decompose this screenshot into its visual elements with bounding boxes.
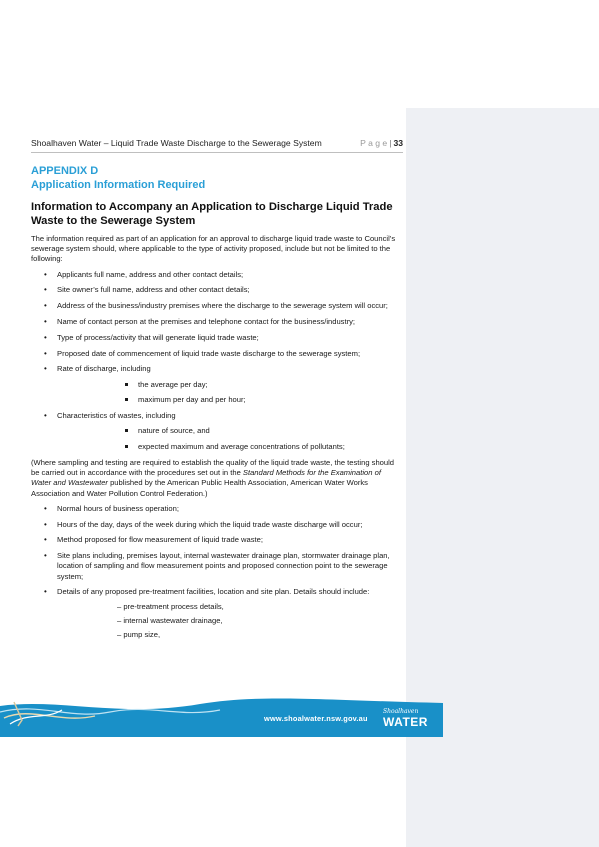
bullet-icon: • xyxy=(44,551,47,561)
appendix-label: APPENDIX D xyxy=(31,165,99,177)
list-item-text: Hours of the day, days of the week during which the liquid trade waste discharge will occur; xyxy=(57,519,363,529)
requirements-list-continued xyxy=(31,504,401,640)
list-item xyxy=(31,504,401,514)
page-label: P a g e xyxy=(360,138,388,148)
list-item xyxy=(31,587,401,640)
sublist-item xyxy=(57,380,401,390)
list-item xyxy=(31,333,401,343)
page-footer xyxy=(0,690,443,737)
list-item xyxy=(31,551,401,582)
bullet-icon: • xyxy=(44,364,47,374)
sublist-item xyxy=(57,395,401,405)
page-separator: | xyxy=(389,138,392,148)
sublist-item-text: expected maximum and average concentrations of pollutants; xyxy=(138,442,345,452)
bullet-icon: • xyxy=(44,348,47,358)
dash-item: – internal wastewater drainage, xyxy=(117,615,223,625)
footer-wave-graphic xyxy=(0,690,443,737)
rate-sublist xyxy=(57,380,401,406)
list-item xyxy=(31,349,401,359)
list-item xyxy=(31,364,401,405)
logo-wordmark-top: Shoalhaven xyxy=(383,708,419,715)
sublist-item-text: the average per day; xyxy=(138,379,208,389)
list-item-text: Normal hours of business operation; xyxy=(57,503,179,513)
footer-website-link[interactable]: www.shoalwater.nsw.gov.au xyxy=(264,714,368,723)
bullet-icon: • xyxy=(44,503,47,513)
list-item-text: Characteristics of wastes, including xyxy=(57,411,176,421)
note-standard-title: Standard Methods for the Examination of Water and Wastewater xyxy=(31,468,381,488)
list-item xyxy=(31,520,401,530)
sublist-item xyxy=(57,442,401,452)
list-item xyxy=(31,285,401,295)
list-item xyxy=(31,270,401,280)
list-item xyxy=(31,535,401,545)
list-item-text: Address of the business/industry premises where the discharge to the sewerage system will occur; xyxy=(57,301,388,311)
bullet-icon: • xyxy=(44,301,47,311)
bullet-icon: • xyxy=(44,411,47,421)
bullet-icon: • xyxy=(44,269,47,279)
list-item xyxy=(31,411,401,452)
header-title: Shoalhaven Water – Liquid Trade Waste Discharge to the Sewerage System xyxy=(31,138,322,148)
list-item xyxy=(31,317,401,327)
list-item-text: Details of any proposed pre-treatment facilities, location and site plan. Details should include: xyxy=(57,587,370,597)
characteristics-sublist xyxy=(57,426,401,452)
list-item-text: Applicants full name, address and other contact details; xyxy=(57,269,244,279)
list-item-text: Site plans including, premises layout, internal wastewater drainage plan, stormwater drainage plan, location of sampling and flow measurement points and proposed connection point to the sewerage system; xyxy=(57,551,390,581)
square-bullet-icon xyxy=(125,398,128,401)
pretreatment-details-list xyxy=(57,602,401,641)
dash-item: – pre-treatment process details, xyxy=(117,601,224,611)
square-bullet-icon xyxy=(125,383,128,386)
sublist-item-text: nature of source, and xyxy=(138,426,210,436)
intro-paragraph: The information required as part of an application for an approval to discharge liquid trade waste to Council’s sewerage system should, where applicable to the type of activity proposed, include but not be limited to the following: xyxy=(31,234,396,264)
bullet-icon: • xyxy=(44,317,47,326)
water-logo: WATER xyxy=(383,715,428,729)
list-item xyxy=(31,301,401,311)
square-bullet-icon xyxy=(125,429,128,432)
sampling-note xyxy=(31,458,401,499)
requirements-list xyxy=(31,270,401,453)
dash-item: – pump size, xyxy=(117,630,161,639)
sublist-item-text: maximum per day and per hour; xyxy=(138,395,246,405)
sublist-item xyxy=(57,426,401,436)
main-content xyxy=(31,164,401,646)
list-item-text: Type of process/activity that will generate liquid trade waste; xyxy=(57,332,259,342)
bullet-icon: • xyxy=(44,587,47,597)
note-text-start: (Where sampling and testing are required to establish the quality of the liquid trade waste, the testing should be carried out in accordance with the procedures set out in the xyxy=(31,457,395,478)
page-number-value: 33 xyxy=(393,138,403,148)
list-item-text: Method proposed for flow measurement of liquid trade waste; xyxy=(57,535,263,545)
page-number xyxy=(360,138,403,148)
section-heading: Information to Accompany an Application to Discharge Liquid Trade Waste to the Sewerage System xyxy=(31,201,393,227)
appendix-subtitle: Application Information Required xyxy=(31,179,206,191)
page-header xyxy=(31,136,403,153)
bullet-icon: • xyxy=(44,535,47,545)
list-item-text: Rate of discharge, including xyxy=(57,364,151,374)
note-text-end: published by the American Public Health Association, American Water Works Association and Water Pollution Control Federation.) xyxy=(31,478,368,498)
list-item-text: Name of contact person at the premises and telephone contact for the business/industry; xyxy=(57,317,356,326)
square-bullet-icon xyxy=(125,445,128,448)
bullet-icon: • xyxy=(44,519,47,529)
list-item-text: Site owner’s full name, address and other contact details; xyxy=(57,285,250,295)
list-item-text: Proposed date of commencement of liquid trade waste discharge to the sewerage system; xyxy=(57,348,361,358)
bullet-icon: • xyxy=(44,332,47,342)
bullet-icon: • xyxy=(44,285,47,295)
